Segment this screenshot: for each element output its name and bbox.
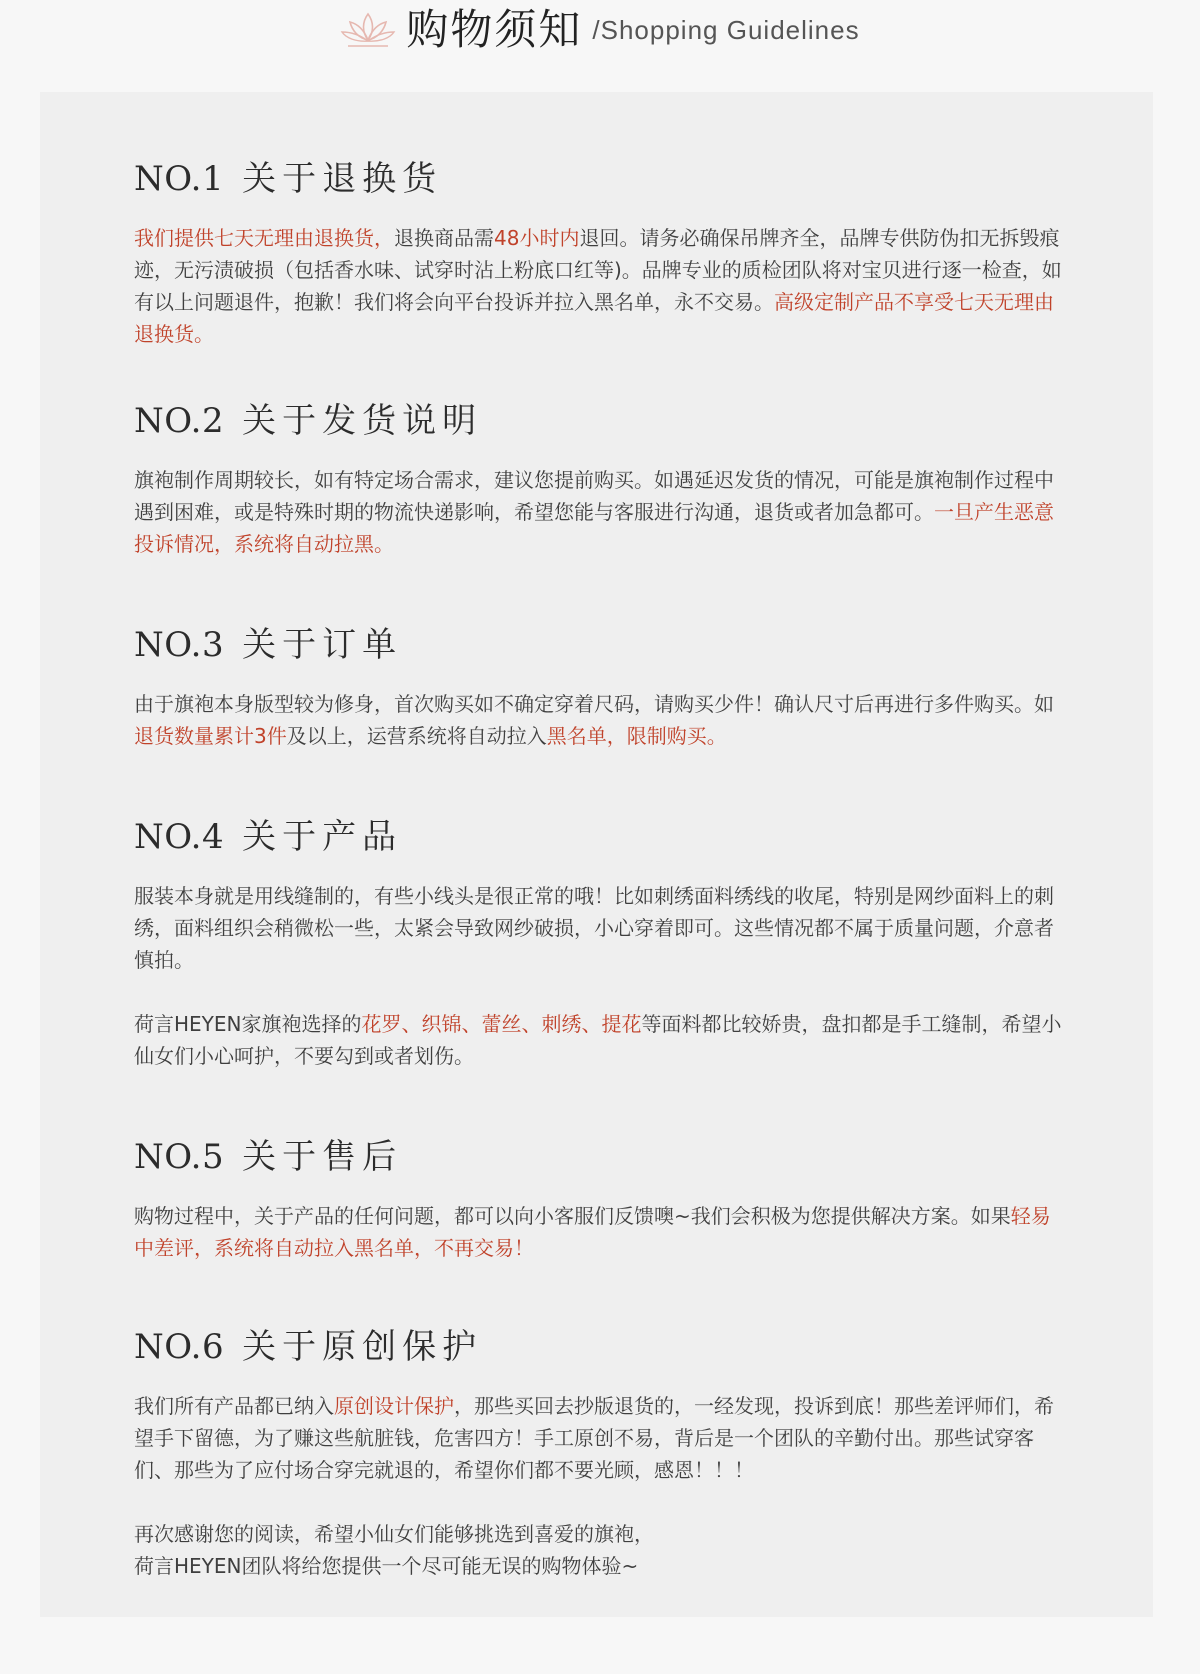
body-text: 我们所有产品都已纳入 (134, 1394, 334, 1418)
paragraph-gap (134, 1486, 1063, 1518)
section-title: 关于产品 (242, 817, 403, 857)
section-paragraph (134, 1200, 1063, 1264)
page-title-zh: 购物须知 (406, 5, 583, 54)
body-text: 等面料都比较娇贵，盘扣都是手工缝制，希望小仙女们小心呵护，不要勾到或者划伤。 (134, 1012, 1062, 1068)
section-1 (134, 152, 1063, 350)
highlight-text: 花罗、织锦、蕾丝、刺绣、提花 (361, 1012, 642, 1036)
highlight-text: 轻易中差评，系统将自动拉入黑名单，不再交易！ (134, 1204, 1051, 1260)
section-number: NO.3 (134, 625, 225, 665)
section-title: 关于发货说明 (242, 401, 483, 441)
section-paragraph (134, 688, 1063, 752)
section-heading (134, 1320, 1063, 1374)
section-title: 关于退换货 (242, 159, 443, 199)
section-paragraph (134, 222, 1063, 350)
body-text: 荷言HEYEN团队将给您提供一个尽可能无误的购物体验~ (134, 1554, 639, 1578)
highlight-text: 我们提供七天无理由退换货， (134, 226, 394, 250)
section-heading (134, 810, 1063, 864)
body-text: 及以上，运营系统将自动拉入 (286, 724, 547, 748)
page-title-en: /Shopping Guidelines (592, 15, 860, 45)
highlight-text: 一旦产生恶意投诉情况，系统将自动拉黑。 (134, 500, 1054, 556)
section-heading (134, 152, 1063, 206)
body-text: 由于旗袍本身版型较为修身，首次购买如不确定穿着尺码，请购买少件！确认尺寸后再进行多件购买。如 (134, 692, 1054, 716)
body-text: 退换商品需 (394, 226, 494, 250)
body-text: 购物过程中，关于产品的任何问题，都可以向小客服们反馈噢~我们会积极为您提供解决方案。如果 (134, 1204, 1011, 1228)
section-5 (134, 1130, 1063, 1264)
highlight-text: 48小时内 (494, 226, 580, 250)
header-title-group (340, 6, 859, 54)
section-paragraph (134, 1518, 1063, 1550)
section-paragraph (134, 880, 1063, 976)
lotus-icon (340, 10, 396, 50)
section-2 (134, 394, 1063, 560)
section-number: NO.6 (134, 1327, 225, 1367)
highlight-text: 退货数量累计3件 (134, 724, 287, 748)
section-number: NO.1 (134, 159, 225, 199)
section-3 (134, 618, 1063, 752)
section-number: NO.2 (134, 401, 225, 441)
body-text: 旗袍制作周期较长，如有特定场合需求，建议您提前购买。如遇延迟发货的情况，可能是旗袍制作过程中遇到困难，或是特殊时期的物流快递影响，希望您能与客服进行沟通，退货或者加急都可。 (134, 468, 1054, 524)
highlight-text: 黑名单，限制购买。 (546, 724, 727, 748)
section-paragraph (134, 1390, 1063, 1486)
body-text: ，那些买回去抄版退货的，一经发现，投诉到底！那些差评师们，希望手下留德，为了赚这些航脏钱，危害四方！手工原创不易，背后是一个团队的辛勤付出。那些试穿客们、那些为了应付场合穿完就退的，希望你们都不要光顾，感恩！！！ (134, 1394, 1054, 1482)
section-heading (134, 1130, 1063, 1184)
highlight-text: 原创设计保护 (334, 1394, 454, 1418)
guidelines-panel (40, 92, 1153, 1617)
section-paragraph (134, 1008, 1063, 1072)
paragraph-gap (134, 976, 1063, 1008)
section-heading (134, 618, 1063, 672)
body-text: 退回。请务必确保吊牌齐全，品牌专供防伪扣无拆毁痕迹，无污渍破损（包括香水味、试穿时沾上粉底口红等)。品牌专业的质检团队将对宝贝进行逐一检查，如有以上问题退件，抱歉！我们将会向平台投诉并拉入黑名单，永不交易。 (134, 226, 1062, 314)
body-text: 再次感谢您的阅读，希望小仙女们能够挑选到喜爱的旗袍， (134, 1522, 654, 1546)
section-paragraph (134, 464, 1063, 560)
section-title: 关于订单 (242, 625, 403, 665)
section-heading (134, 394, 1063, 448)
section-paragraph (134, 1550, 1063, 1582)
header (0, 0, 1200, 92)
body-text: 荷言HEYEN家旗袍选择的 (134, 1012, 362, 1036)
section-title: 关于售后 (242, 1137, 403, 1177)
section-number: NO.5 (134, 1137, 225, 1177)
section-title: 关于原创保护 (242, 1327, 483, 1367)
section-6 (134, 1320, 1063, 1582)
section-4 (134, 810, 1063, 1072)
body-text: 服装本身就是用线缝制的，有些小线头是很正常的哦！比如刺绣面料绣线的收尾，特别是网纱面料上的刺绣，面料组织会稍微松一些，太紧会导致网纱破损，小心穿着即可。这些情况都不属于质量问题，介意者慎拍。 (134, 884, 1054, 972)
section-number: NO.4 (134, 817, 225, 857)
sections-container (134, 152, 1063, 1582)
highlight-text: 高级定制产品不享受七天无理由退换货。 (134, 290, 1054, 346)
